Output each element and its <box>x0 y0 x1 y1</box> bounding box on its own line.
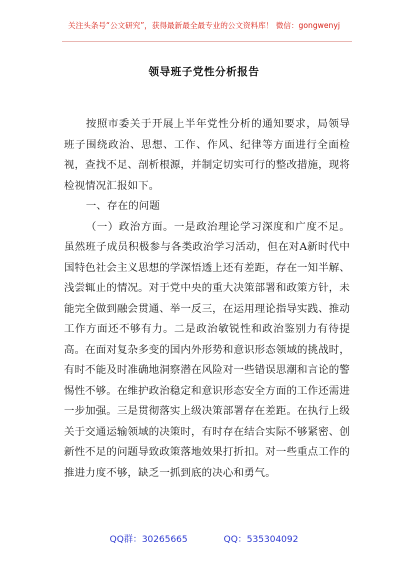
footer-contact <box>0 532 408 545</box>
footer-qq-group: QQ群：30265665 <box>109 535 188 545</box>
document-body <box>64 114 350 483</box>
body-paragraph-political: （一）政治方面。一是政治理论学习深度和广度不足。虽然班子成员积极参与各类政治学习活动，但在对A新时代中国特色社会主义思想的学深悟透上还有差距，存在一知半解、浅尝辄止的情况。对于党中央的重大决策部署和政策方针，未能完全做到融会贯通、举一反三，在运用理论指导实践、推动工作方面还不够有力。二是政治敏锐性和政治鉴别力有待提高。在面对复杂多变的国内外形势和意识形态领域的挑战时，有时不能及时准确地洞察潜在风险对一些错误思潮和言论的警惕性不够。在维护政治稳定和意识形态安全方面的工作还需进一步加强。三是贯彻落实上级决策部署存在差距。在执行上级关于交通运输领域的决策时，有时存在结合实际不够紧密、创新性不足的问题导致政策落地效果打折扣。对一些重点工作的推进力度不够，缺乏一抓到底的决心和勇气。 <box>64 220 350 479</box>
document-title: 领导班子党性分析报告 <box>148 66 260 78</box>
footer-qq-number: QQ：535304092 <box>223 535 299 545</box>
section-heading-problems: 一、存在的问题 <box>85 200 160 212</box>
header-divider <box>62 41 352 42</box>
body-paragraph-intro: 按照市委关于开展上半年党性分析的通知要求，局领导班子围绕政治、思想、工作、作风、纪律等方面进行全面检视，查找不足、剖析根源，并制定切实可行的整改措施，现将检视情况汇报如下。 <box>64 118 350 192</box>
header-banner: 关注头条号“公文研究”，获得最新最全最专业的公文资料库！ 微信：gongwenyj <box>68 21 340 30</box>
